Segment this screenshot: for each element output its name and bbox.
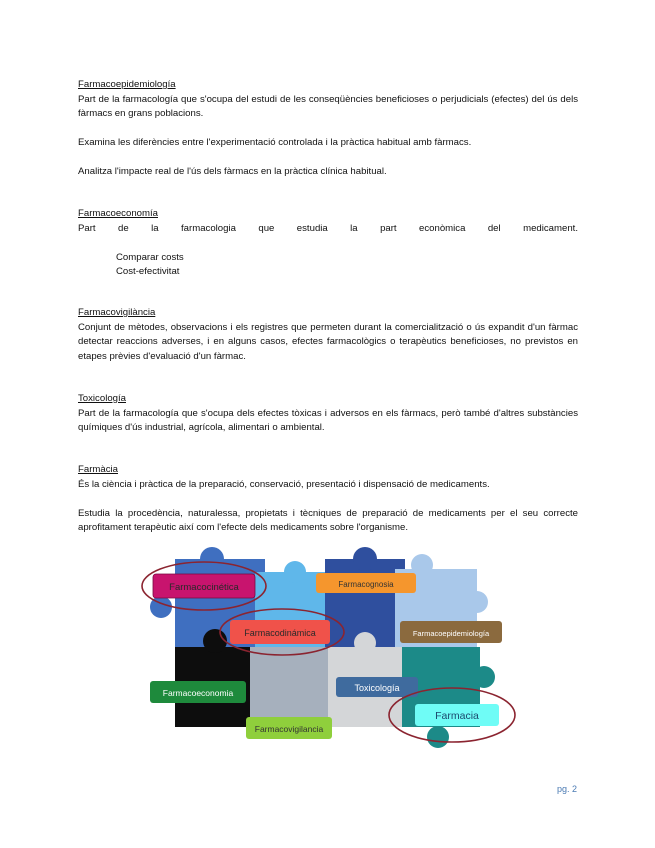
tag-farmacoepidemiologia (400, 621, 502, 643)
tag-label: Farmacodinámica (244, 628, 316, 638)
section-heading: Toxicología (78, 393, 126, 404)
paragraph: Part de la farmacología que s'ocupa del estudi de les conseqüències beneficioses o perjudicials (efectes) del ús dels fàrmacs en grans poblacions. (78, 93, 578, 119)
section-toxicologia (78, 392, 578, 436)
tag-farmacovigilancia (246, 717, 332, 739)
section-heading: Farmàcia (78, 464, 118, 475)
paragraph: Analitza l'impacte real de l'ús dels fàrmacs en la pràctica clínica habitual. (78, 166, 387, 177)
tag-farmacoeconomia (150, 681, 246, 703)
section-farmacoeconomia (78, 207, 578, 280)
paragraph: Estudia la procedència, naturalessa, propietats i tècniques de preparació de medicaments per el seu correcte aprofitament terapèutic així com l'efecte dels medicaments sobre l'organisme. (78, 507, 578, 533)
section-heading: Farmacoepidemiología (78, 79, 176, 90)
puzzle-figure (140, 547, 520, 752)
tag-toxicologia (336, 677, 418, 697)
tag-label: Toxicología (354, 683, 400, 693)
tag-farmacognosia (316, 573, 416, 593)
section-farmacovigilancia (78, 306, 578, 364)
paragraph: Examina les diferències entre l'experimentació controlada i la pràctica habitual amb fàrmacs. (78, 137, 472, 148)
paragraph: Part de la farmacologia que estudia la part econòmica del medicament. (78, 222, 578, 234)
section-farmacia (78, 463, 578, 536)
tag-label: Farmacia (435, 710, 479, 722)
paragraph: Part de la farmacología que s'ocupa dels efectes tòxicas i adversos en els fàrmacs, però també d'altres substàncies químiques d'ús industrial, agrícola, alimentari o ambiental. (78, 407, 578, 433)
tag-label: Farmacocinética (169, 582, 239, 593)
tag-label: Farmacognosia (338, 580, 394, 589)
tag-label: Farmacovigilancia (254, 724, 324, 734)
list-item: Comparar costs (116, 251, 184, 263)
tag-label: Farmacoepidemiología (412, 629, 490, 638)
paragraph: Conjunt de mètodes, observacions i els registres que permeten durant la comercialització o ús expandit d'un fàrmac detectar reaccions adverses, i en alguns casos, efectes farmacològics o terapèutics beneficioses, no previstos en etapes prèvies d'evaluació d'un fàrmac. (78, 321, 578, 362)
section-heading: Farmacoeconomía (78, 208, 158, 219)
tag-farmacocinetica (153, 574, 255, 598)
tag-farmacodinamica (230, 620, 330, 644)
section-farmacoepidemiologia (78, 78, 578, 180)
list-item: Cost-efectivitat (116, 266, 180, 277)
paragraph: És la ciència i pràctica de la preparació, conservació, presentació i dispensació de medicaments. (78, 478, 490, 490)
tag-label: Farmacoeconomia (162, 688, 234, 698)
page-number: pg. 2 (557, 784, 578, 794)
tag-farmacia (415, 704, 499, 726)
section-heading: Farmacovigilància (78, 307, 156, 318)
